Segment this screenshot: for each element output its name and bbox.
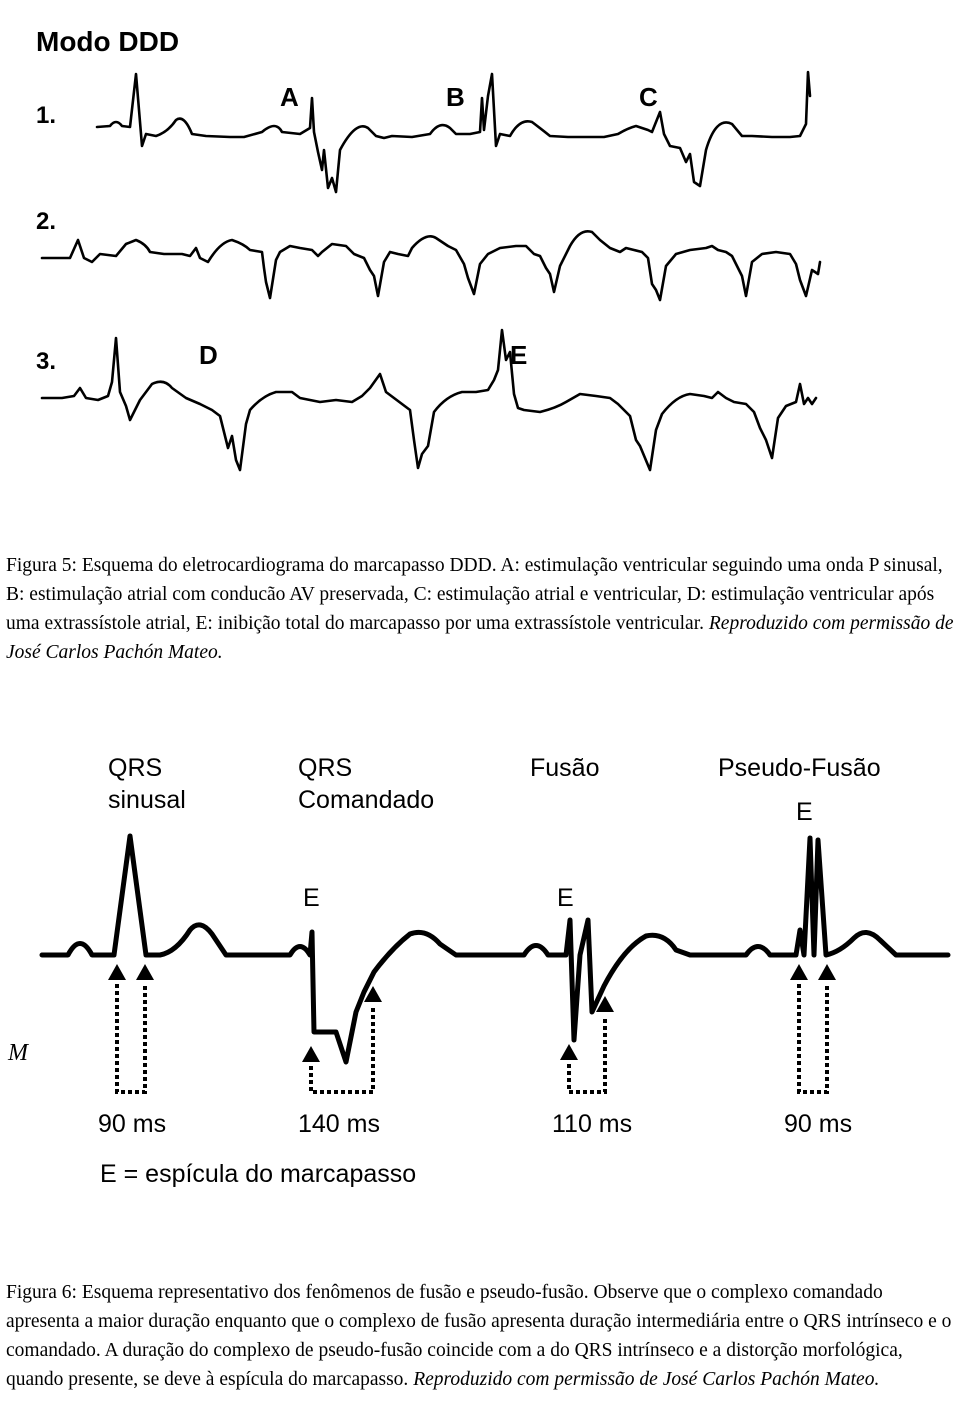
fig6-label-qrs-sinusal: QRS sinusal	[108, 754, 186, 814]
duration-comandado: 140 ms	[298, 1110, 380, 1138]
arrow-pseudo-start	[790, 964, 808, 980]
marker-c: C	[639, 82, 658, 112]
spike-legend: E = espícula do marcapasso	[100, 1160, 417, 1188]
ecg-row-label-3: 3.	[36, 348, 57, 375]
waveform-qrs-sinusal	[42, 836, 262, 955]
waveform-qrs-comandado	[262, 932, 500, 1062]
figure6-caption	[6, 1278, 956, 1394]
figure5-title: Modo DDD	[36, 26, 180, 57]
spike-label-pseudo-fusao: E	[796, 798, 813, 826]
marker-b: B	[446, 82, 465, 112]
fig6-label-fusao: Fusão	[530, 754, 600, 782]
arrow-fusao-start	[560, 1044, 578, 1060]
figure5-caption-credit: Reproduzido com permissão de José Carlos Pachón Mateo.	[6, 613, 954, 663]
arrow-sinusal-start	[108, 964, 126, 980]
arrow-sinusal-end	[136, 964, 154, 980]
bracket-sinusal	[117, 984, 145, 1092]
figure6-caption-text: Figura 6: Esquema representativo dos fenômenos de fusão e pseudo-fusão. Observe que o complexo comandado apresenta a maior duração enquanto que o complexo de fusão apresenta duração intermediária entre o QRS intrínseco e o comandado. A duração do complexo de pseudo-fusão coincide com a do QRS intrínseco e a distorção morfológica, quando presente, se deve à espícula do marcapasso.	[6, 1282, 952, 1390]
marker-d: D	[199, 340, 218, 370]
duration-pseudo-fusao: 90 ms	[784, 1110, 853, 1138]
side-glyph: M	[8, 1040, 24, 1066]
bracket-pseudo-fusao	[799, 984, 827, 1092]
duration-sinusal: 90 ms	[98, 1110, 167, 1138]
spike-label-comandado: E	[303, 884, 320, 912]
duration-fusao: 110 ms	[552, 1110, 633, 1138]
spike-label-fusao: E	[557, 884, 574, 912]
marker-e: E	[510, 340, 528, 370]
ecg-row-label-1: 1.	[36, 102, 57, 129]
waveform-fusao	[500, 920, 720, 1040]
arrow-comandado-start	[302, 1046, 320, 1062]
ecg-row-label-2: 2.	[36, 208, 57, 235]
fig6-label-pseudo-fusao: Pseudo-Fusão	[718, 754, 881, 782]
waveform-pseudo-fusao	[720, 838, 948, 955]
arrow-pseudo-end	[818, 964, 836, 980]
fig6-label-qrs-comandado: QRS Comandado	[298, 754, 435, 814]
marker-a: A	[280, 82, 299, 112]
figure5-caption-text: Figura 5: Esquema do eletrocardiograma do marcapasso DDD. A: estimulação ventricular seguindo uma onda P sinusal, B: estimulação atrial com conducão AV preservada, C: estimulação atrial e ventricular, D: estimulação ventricular após uma extrassístole atrial, E: inibição total do marcapasso por uma extrassístole ventricular.	[6, 555, 943, 634]
figure6-caption-credit: Reproduzido com permissão de José Carlos Pachón Mateo.	[413, 1369, 880, 1390]
